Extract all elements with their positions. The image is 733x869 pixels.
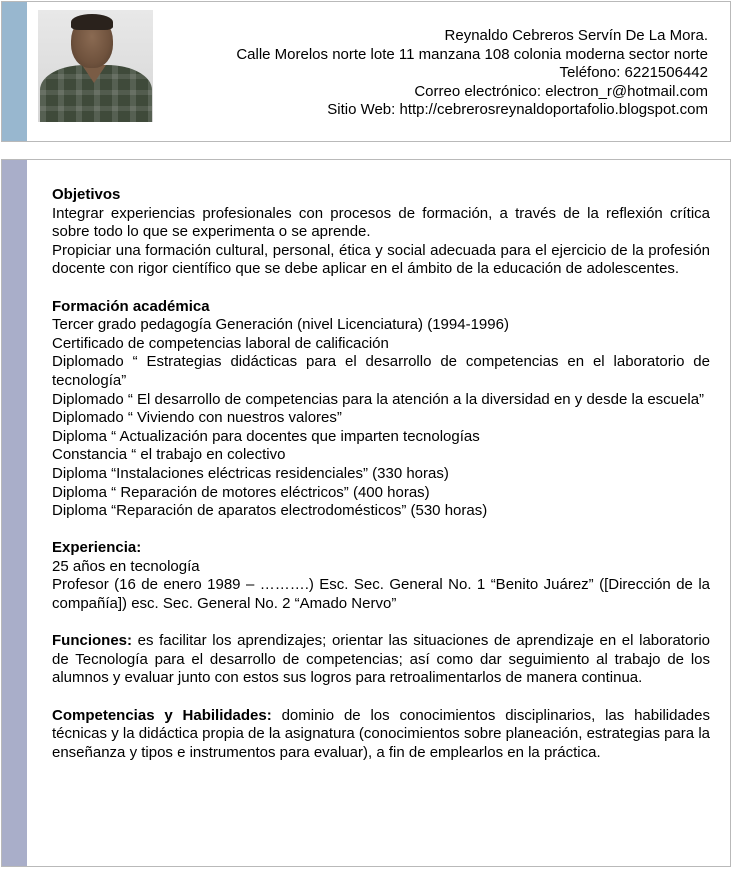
section-title-objetivos: Objetivos bbox=[52, 186, 121, 203]
formacion-item: Diplomado “ Viviendo con nuestros valores” bbox=[52, 409, 342, 427]
formacion-item: Diploma “ Actualización para docentes que imparten tecnologías bbox=[52, 427, 480, 445]
section-title-competencias: Competencias y Habilidades: bbox=[52, 706, 272, 724]
formacion-item: Diploma “Reparación de aparatos electrodomésticos” (530 horas) bbox=[52, 502, 488, 520]
body-accent-bar bbox=[2, 160, 27, 866]
person-name: Reynaldo Cebreros Servín De La Mora. bbox=[444, 27, 708, 44]
funciones-paragraph bbox=[52, 632, 710, 688]
resume-content bbox=[52, 186, 710, 762]
competencias-paragraph bbox=[52, 707, 710, 763]
spacer bbox=[52, 688, 710, 707]
formacion-item: Diploma “ Reparación de motores eléctricos” (400 horas) bbox=[52, 483, 430, 501]
address: Calle Morelos norte lote 11 manzana 108 colonia moderna sector norte bbox=[236, 45, 708, 63]
formacion-item: Constancia “ el trabajo en colectivo bbox=[52, 446, 286, 464]
spacer bbox=[52, 521, 710, 540]
header-accent-bar bbox=[2, 2, 27, 141]
section-title-funciones: Funciones: bbox=[52, 632, 133, 650]
formacion-item: Tercer grado pedagogía Generación (nivel Licenciatura) (1994-1996) bbox=[52, 316, 509, 334]
header-card bbox=[1, 1, 731, 142]
spacer bbox=[52, 614, 710, 633]
experiencia-line-2: Profesor (16 de enero 1989 – ……….) Esc. Sec. General No. 1 “Benito Juárez” ([Dirección de la compañía]) esc. Sec. General No. 2 “Amado Nervo” bbox=[52, 576, 710, 613]
formacion-item: Diplomado “ El desarrollo de competencias para la atención a la diversidad en y desde la escuela” bbox=[52, 390, 705, 408]
phone: Teléfono: 6221506442 bbox=[559, 64, 708, 82]
funciones-text: es facilitar los aprendizajes; orientar las situaciones de aprendizaje en el laboratorio de Tecnología para el desarrollo de competencias; así como dar seguimiento al trabajo de los alumnos y evaluar junto con estos sus logros para retroalimentarlos de manera continua. bbox=[52, 632, 710, 687]
experiencia-line-1: 25 años en tecnología bbox=[52, 557, 200, 575]
website: Sitio Web: http://cebrerosreynaldoportafolio.blogspot.com bbox=[327, 101, 708, 119]
formacion-item: Certificado de competencias laboral de calificación bbox=[52, 334, 389, 352]
body-card bbox=[1, 159, 731, 867]
spacer bbox=[52, 279, 710, 298]
contact-block bbox=[236, 27, 708, 120]
email: Correo electrónico: electron_r@hotmail.com bbox=[414, 82, 708, 100]
section-title-experiencia: Experiencia: bbox=[52, 539, 142, 557]
profile-photo bbox=[38, 10, 153, 122]
section-title-formacion: Formación académica bbox=[52, 297, 210, 315]
formacion-item: Diplomado “ Estrategias didácticas para el desarrollo de competencias en el laboratorio de tecnología” bbox=[52, 353, 710, 389]
objetivos-paragraph-2: Propiciar una formación cultural, personal, ética y social adecuada para el ejercicio de la profesión docente con rigor científico que se debe aplicar en el ámbito de la educación de adolescentes. bbox=[52, 241, 710, 278]
photo-hair bbox=[71, 14, 113, 30]
competencias-text: dominio de los conocimientos disciplinarios, las habilidades técnicas y la didáctica propia de la asignatura (conocimientos sobre planeación, estrategias para la enseñanza y tipos e instrumentos para evaluar), a fin de emplearlos en la práctica. bbox=[52, 706, 710, 761]
formacion-item: Diploma “Instalaciones eléctricas residenciales” (330 horas) bbox=[52, 464, 449, 482]
objetivos-paragraph-1: Integrar experiencias profesionales con procesos de formación, a través de la reflexión crítica sobre todo lo que se experimenta o se aprende. bbox=[52, 204, 710, 241]
